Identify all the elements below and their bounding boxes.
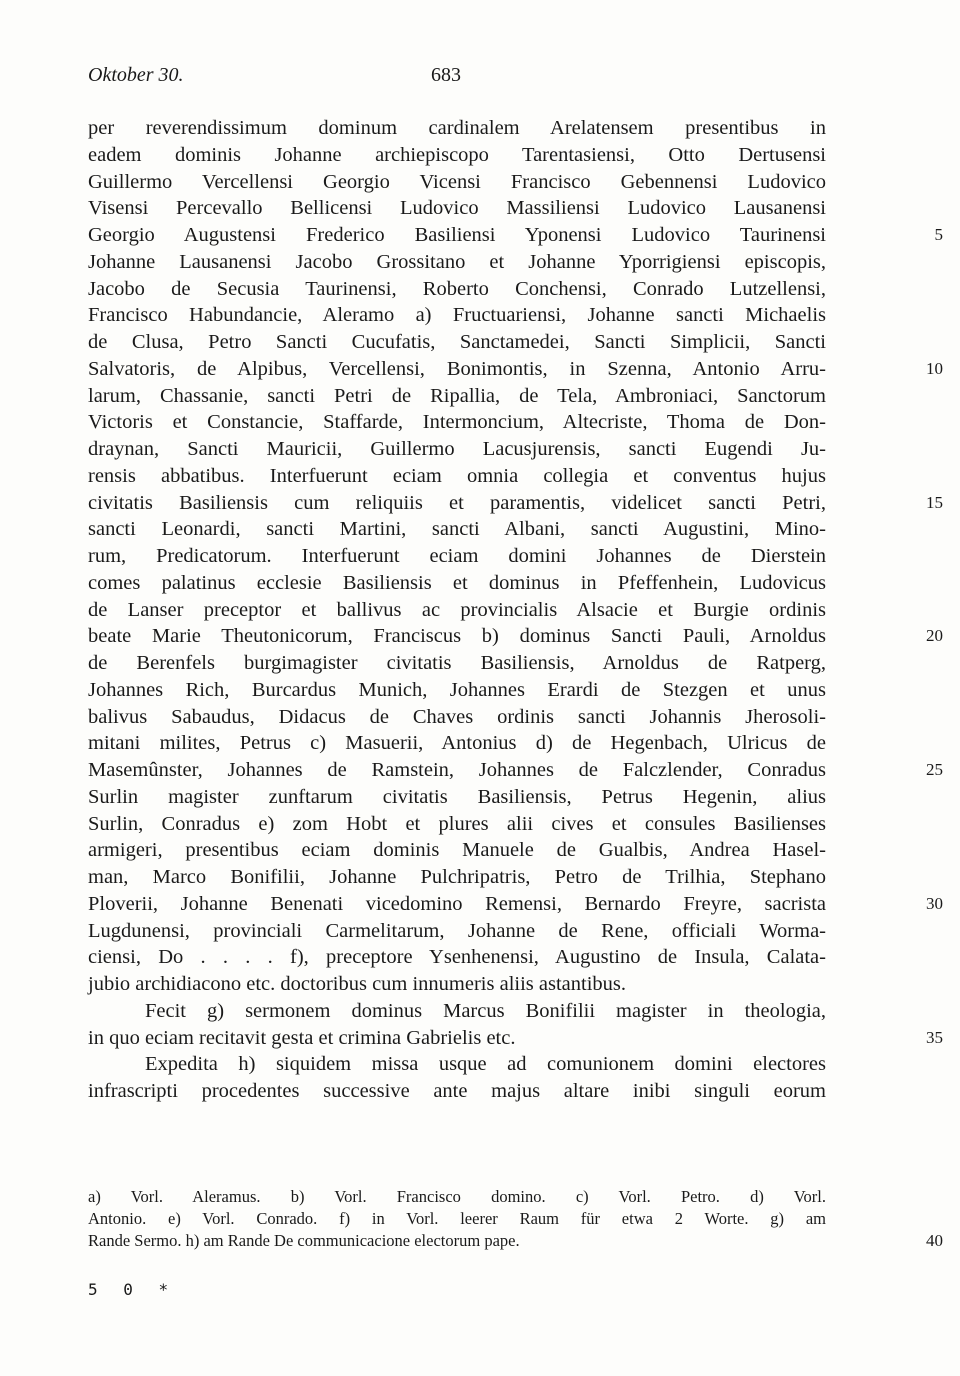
- body-line: [88, 1078, 826, 1105]
- body-line: [88, 222, 943, 249]
- body-line: [88, 1051, 826, 1078]
- body-line: [88, 677, 826, 704]
- body-line: [88, 570, 826, 597]
- body-line-text: Victoris et Constancie, Staffarde, Intermoncium, Altecriste, Thoma de Don-: [88, 411, 826, 434]
- body-line-text: eadem dominis Johanne archiepiscopo Tarentasiensi, Otto Dertusensi: [88, 143, 826, 166]
- body-line-text: rensis abbatibus. Interfuerunt eciam omnia collegia et conventus hujus: [88, 464, 826, 487]
- body-line-text: de Berenfels burgimagister civitatis Basiliensis, Arnoldus de Ratperg,: [88, 652, 826, 674]
- line-number: 35: [926, 1027, 943, 1047]
- body-line: [88, 757, 943, 784]
- body-line-text: draynan, Sancti Mauricii, Guillermo Lacusjurensis, sancti Eugendi Ju-: [88, 438, 826, 460]
- body-line: [88, 998, 826, 1025]
- body-line: [88, 864, 826, 891]
- body-line-text: Visensi Percevallo Bellicensi Ludovico Massiliensi Ludovico Lausanensi: [88, 197, 826, 220]
- body-line-text: Ploverii, Johanne Benenati vicedomino Remensi, Bernardo Freyre, sacrista: [88, 892, 826, 915]
- body-line: [88, 195, 826, 222]
- body-line: [88, 811, 826, 838]
- line-number: 40: [926, 1231, 943, 1250]
- body-line-text: infrascripti procedentes successive ante majus altare inibi singuli eorum: [88, 1080, 826, 1102]
- body-line-text: sancti Leonardi, sancti Martini, sancti Albani, sancti Augustini, Mino-: [88, 518, 826, 541]
- body-line-text: Johannes Rich, Burcardus Munich, Johannes Erardi de Stezgen et unus: [88, 678, 826, 701]
- body-line-text: Johanne Lausanensi Jacobo Grossitano et Johanne Yporrigiensi episcopis,: [88, 250, 826, 273]
- body-line: [88, 837, 826, 864]
- body-line: [88, 1025, 943, 1052]
- body-line-text: rum, Predicatorum. Interfuerunt eciam domini Johannes de Dierstein: [88, 545, 826, 567]
- footnote-line-text: Rande Sermo. h) am Rande De communicacione electorum pape.: [88, 1231, 520, 1250]
- body-line-text: man, Marco Bonifilii, Johanne Pulchripatris, Petro de Trilhia, Stephano: [88, 866, 826, 888]
- body-line: [88, 463, 826, 490]
- body-line-text: jubio archidiacono etc. doctoribus cum innumeris aliis astantibus.: [88, 973, 627, 995]
- body-line-text: armigeri, presentibus eciam dominis Manuele de Gualbis, Andrea Hasel-: [88, 839, 826, 862]
- page-number: 683: [431, 64, 461, 86]
- body-line-text: de Clusa, Petro Sancti Cucufatis, Sanctamedei, Sancti Simplicii, Sancti: [88, 331, 826, 353]
- body-line: [88, 944, 826, 971]
- body-line-text: Surlin magister zunftarum civitatis Basiliensis, Petrus Hegenin, alius: [88, 785, 826, 808]
- body-line: [88, 516, 826, 543]
- body-line-text: Fecit g) sermonem dominus Marcus Bonifilii magister in theologia,: [145, 999, 826, 1022]
- body-line: [88, 142, 826, 169]
- body-line-text: Francisco Habundancie, Aleramo a) Fructuariensi, Johanne sancti Michaelis: [88, 304, 826, 327]
- body-line: [88, 329, 826, 356]
- line-number: 20: [926, 626, 943, 646]
- body-line: [88, 302, 826, 329]
- body-line: [88, 409, 826, 436]
- body-line: [88, 169, 826, 196]
- body-line-text: Surlin, Conradus e) zom Hobt et plures alii cives et consules Basilienses: [88, 812, 826, 835]
- body-line-text: civitatis Basiliensis cum reliquiis et paramentis, videlicet sancti Petri,: [88, 491, 826, 514]
- body-line-text: de Lanser preceptor et ballivus ac provincialis Alsacie et Burgie ordinis: [88, 598, 826, 621]
- body-line-text: Expedita h) siquidem missa usque ad comunionem domini electores: [145, 1053, 826, 1076]
- line-number: 5: [934, 225, 943, 244]
- body-line-text: Salvatoris, de Alpibus, Vercellensi, Bonimontis, in Szenna, Antonio Arru-: [88, 357, 826, 380]
- body-line: [88, 383, 826, 410]
- body-line-text: Guillermo Vercellensi Georgio Vicensi Francisco Gebennensi Ludovico: [88, 170, 826, 193]
- body-line: [88, 784, 826, 811]
- footnote-line: [88, 1186, 826, 1208]
- footnote-line: [88, 1230, 943, 1252]
- main-text: [88, 115, 943, 1105]
- page-header: [88, 64, 824, 94]
- line-number: 25: [926, 760, 943, 779]
- body-line: [88, 543, 826, 570]
- body-line: [88, 115, 826, 142]
- body-line: [88, 623, 943, 650]
- body-line-text: Georgio Augustensi Frederico Basiliensi Yponensi Ludovico Taurinensi: [88, 224, 826, 246]
- body-line: [88, 918, 826, 945]
- body-line-text: per reverendissimum dominum cardinalem Arelatensem presentibus in: [88, 117, 826, 139]
- body-line: [88, 891, 943, 918]
- body-line-text: in quo eciam recitavit gesta et crimina Gabrielis etc.: [88, 1026, 516, 1049]
- footnote-line-text: Antonio. e) Vorl. Conrado. f) in Vorl. leerer Raum für etwa 2 Worte. g) am: [88, 1209, 826, 1228]
- body-line-text: larum, Chassanie, sancti Petri de Ripallia, de Tela, Ambroniaci, Sanctorum: [88, 384, 826, 407]
- body-line: [88, 356, 943, 383]
- footnote-line: [88, 1208, 826, 1230]
- body-line: [88, 597, 826, 624]
- body-line-text: Lugdunensi, provinciali Carmelitarum, Johanne de Rene, officiali Worma-: [88, 919, 826, 942]
- running-title: Oktober 30.: [88, 64, 184, 86]
- body-line-text: mitani milites, Petrus c) Masuerii, Antonius d) de Hegenbach, Ulricus de: [88, 732, 826, 755]
- body-line: [88, 730, 826, 757]
- body-line-text: Jacobo de Secusia Taurinensi, Roberto Conchensi, Conrado Lutzellensi,: [88, 277, 826, 300]
- body-line: [88, 436, 826, 463]
- body-line: [88, 276, 826, 303]
- line-number: 10: [926, 358, 943, 378]
- line-number: 30: [926, 893, 943, 913]
- body-line-text: beate Marie Theutonicorum, Franciscus b) dominus Sancti Pauli, Arnoldus: [88, 625, 826, 648]
- footnote-line-text: a) Vorl. Aleramus. b) Vorl. Francisco domino. c) Vorl. Petro. d) Vorl.: [88, 1187, 826, 1206]
- printer-signature: 5 0 *: [88, 1280, 177, 1299]
- body-line: [88, 704, 826, 731]
- body-line: [88, 971, 826, 998]
- body-line-text: ciensi, Do . . . . f), preceptore Ysenhenensi, Augustino de Insula, Calata-: [88, 946, 826, 969]
- footnotes: [88, 1186, 943, 1252]
- body-line-text: balivus Sabaudus, Didacus de Chaves ordinis sancti Johannis Jherosoli-: [88, 705, 826, 728]
- body-line-text: comes palatinus ecclesie Basiliensis et dominus in Pfeffenhein, Ludovicus: [88, 571, 826, 594]
- line-number: 15: [926, 492, 943, 512]
- body-line-text: Masemûnster, Johannes de Ramstein, Johannes de Falczlender, Conradus: [88, 759, 826, 781]
- body-line: [88, 650, 826, 677]
- body-line: [88, 490, 943, 517]
- body-line: [88, 249, 826, 276]
